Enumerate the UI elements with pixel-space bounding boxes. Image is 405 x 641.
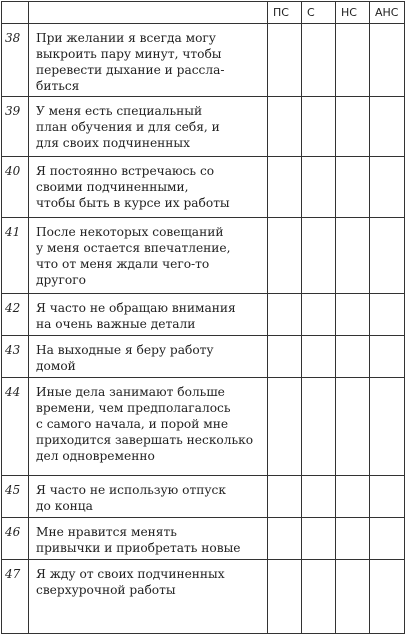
table-row: [2, 24, 405, 97]
answer-cell-ps[interactable]: [268, 518, 302, 560]
answer-cell-ps[interactable]: [268, 560, 302, 634]
answer-cell-ans[interactable]: [370, 218, 405, 294]
row-statement: Я часто не использую отпуск до конца: [29, 476, 268, 518]
answer-cell-ans[interactable]: [370, 476, 405, 518]
answer-cell-ans[interactable]: [370, 560, 405, 634]
row-number: 46: [2, 518, 29, 560]
header-s: С: [302, 2, 336, 24]
row-number: 41: [2, 218, 29, 294]
row-statement: Иные дела занимают больше времени, чем предполагалось с самого начала, и порой мне приходится завершать несколько дел одновременно: [29, 378, 268, 476]
answer-cell-ns[interactable]: [336, 518, 370, 560]
answer-cell-ps[interactable]: [268, 294, 302, 336]
answer-cell-ns[interactable]: [336, 476, 370, 518]
answer-cell-s[interactable]: [302, 97, 336, 157]
row-number: 43: [2, 336, 29, 378]
row-number: 47: [2, 560, 29, 634]
row-statement: У меня есть специальный план обучения и для себя, и для своих подчиненных: [29, 97, 268, 157]
answer-cell-s[interactable]: [302, 336, 336, 378]
row-number: 45: [2, 476, 29, 518]
answer-cell-s[interactable]: [302, 518, 336, 560]
header-ans: АНС: [370, 2, 405, 24]
row-statement: При желании я всегда могу выкроить пару минут, чтобы перевести дыхание и рассла- биться: [29, 24, 268, 97]
table-row: [2, 218, 405, 294]
row-statement: Я постоянно встречаюсь со своими подчиненными, чтобы быть в курсе их работы: [29, 157, 268, 218]
answer-cell-ns[interactable]: [336, 218, 370, 294]
header-row: [2, 2, 405, 24]
answer-cell-s[interactable]: [302, 476, 336, 518]
answer-cell-ps[interactable]: [268, 97, 302, 157]
questionnaire-table: [1, 1, 405, 634]
row-statement: На выходные я беру работу домой: [29, 336, 268, 378]
row-number: 39: [2, 97, 29, 157]
table-row: [2, 518, 405, 560]
header-ns: НС: [336, 2, 370, 24]
answer-cell-s[interactable]: [302, 294, 336, 336]
row-number: 44: [2, 378, 29, 476]
row-statement: После некоторых совещаний у меня остается впечатление, что от меня ждали чего-то другого: [29, 218, 268, 294]
answer-cell-ns[interactable]: [336, 24, 370, 97]
answer-cell-ps[interactable]: [268, 157, 302, 218]
answer-cell-ps[interactable]: [268, 24, 302, 97]
table-row: [2, 336, 405, 378]
answer-cell-s[interactable]: [302, 157, 336, 218]
answer-cell-ns[interactable]: [336, 336, 370, 378]
table-row: [2, 378, 405, 476]
table-row: [2, 560, 405, 634]
answer-cell-ns[interactable]: [336, 157, 370, 218]
header-statement-cell: [29, 2, 268, 24]
row-number: 38: [2, 24, 29, 97]
row-statement: Я часто не обращаю внимания на очень важные детали: [29, 294, 268, 336]
answer-cell-ans[interactable]: [370, 378, 405, 476]
answer-cell-ans[interactable]: [370, 24, 405, 97]
row-statement: Мне нравится менять привычки и приобретать новые: [29, 518, 268, 560]
answer-cell-s[interactable]: [302, 560, 336, 634]
answer-cell-ps[interactable]: [268, 218, 302, 294]
table-row: [2, 294, 405, 336]
row-statement: Я жду от своих подчиненных сверхурочной работы: [29, 560, 268, 634]
answer-cell-ans[interactable]: [370, 97, 405, 157]
table-row: [2, 476, 405, 518]
answer-cell-s[interactable]: [302, 24, 336, 97]
answer-cell-ps[interactable]: [268, 336, 302, 378]
answer-cell-ans[interactable]: [370, 294, 405, 336]
header-ps: ПС: [268, 2, 302, 24]
answer-cell-ns[interactable]: [336, 294, 370, 336]
answer-cell-ps[interactable]: [268, 476, 302, 518]
table-row: [2, 157, 405, 218]
answer-cell-ns[interactable]: [336, 378, 370, 476]
answer-cell-ans[interactable]: [370, 518, 405, 560]
answer-cell-s[interactable]: [302, 218, 336, 294]
answer-cell-ns[interactable]: [336, 560, 370, 634]
answer-cell-ans[interactable]: [370, 157, 405, 218]
table-row: [2, 97, 405, 157]
row-number: 40: [2, 157, 29, 218]
answer-cell-ans[interactable]: [370, 336, 405, 378]
header-number-cell: [2, 2, 29, 24]
answer-cell-s[interactable]: [302, 378, 336, 476]
row-number: 42: [2, 294, 29, 336]
answer-cell-ns[interactable]: [336, 97, 370, 157]
answer-cell-ps[interactable]: [268, 378, 302, 476]
